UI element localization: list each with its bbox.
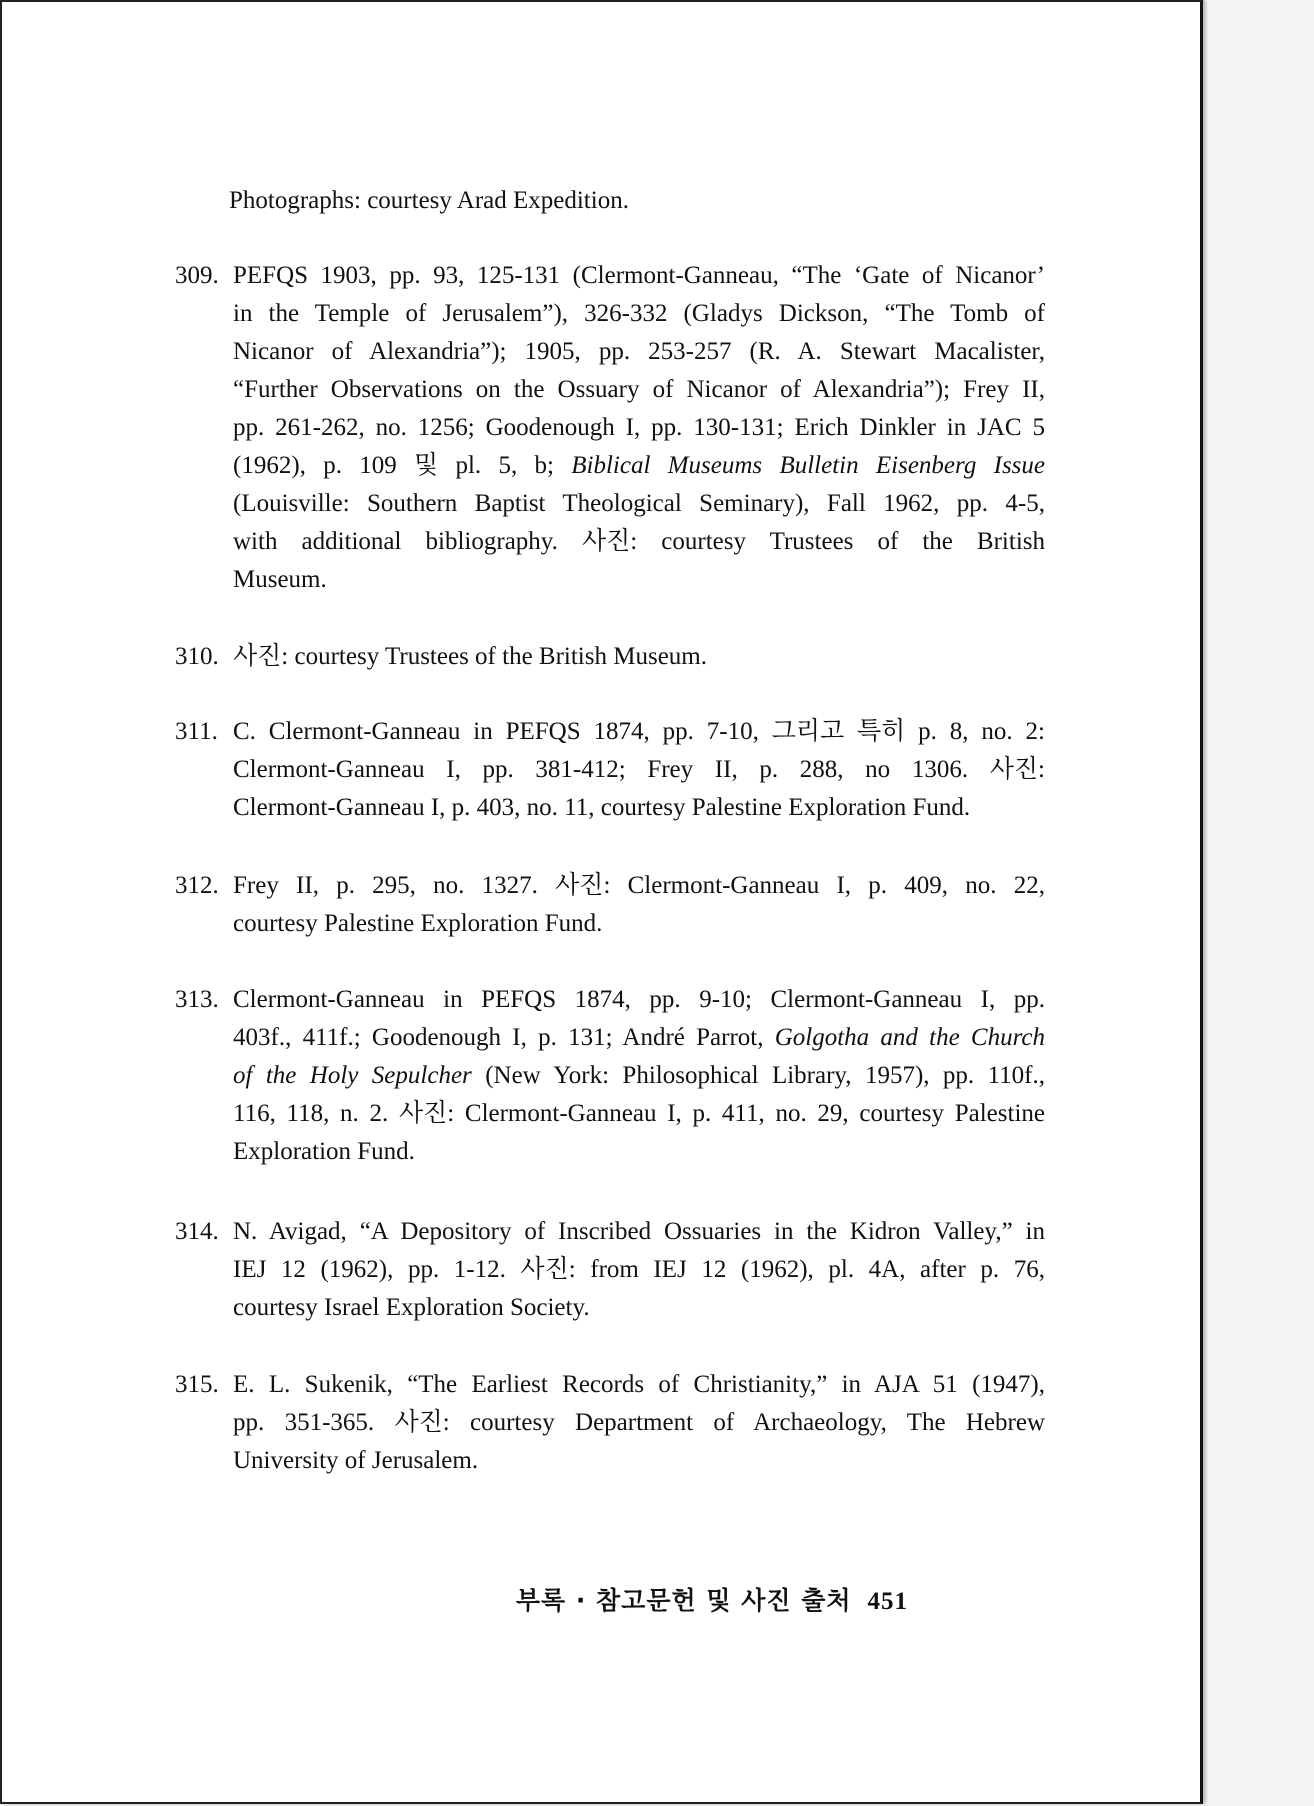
note-line bbox=[233, 751, 1045, 789]
note-text: Frey II, p. 295, no. 1327. 사진: Clermont-Ganneau I, p. 409, no. 22, bbox=[233, 872, 1045, 899]
note-entry bbox=[175, 713, 1045, 827]
note-entry bbox=[175, 1213, 1045, 1327]
note-text: PEFQS 1903, pp. 93, 125-131 (Clermont-Ganneau, “The ‘Gate of Nicanor’ bbox=[233, 262, 1045, 289]
note-text: (New York: Philosophical Library, 1957), pp. 110f., bbox=[471, 1062, 1045, 1089]
note-line bbox=[233, 333, 1045, 371]
note-line bbox=[233, 257, 1045, 295]
note-text: Clermont-Ganneau I, pp. 381-412; Frey II, p. 288, no 1306. 사진: bbox=[233, 756, 1045, 783]
note-body bbox=[233, 1213, 1045, 1327]
note-line bbox=[233, 1366, 1045, 1404]
note-number: 315. bbox=[175, 1371, 219, 1398]
note-line bbox=[233, 523, 1045, 561]
note-line bbox=[233, 1133, 1045, 1171]
page-number: 451 bbox=[867, 1588, 908, 1615]
note-line bbox=[233, 409, 1045, 447]
note-entry bbox=[175, 981, 1045, 1171]
note-text: courtesy Palestine Exploration Fund. bbox=[233, 910, 603, 937]
note-text: in the Temple of Jerusalem”), 326-332 (Gladys Dickson, “The Tomb of bbox=[233, 300, 1045, 327]
note-line bbox=[233, 447, 1045, 485]
note-line bbox=[233, 1213, 1045, 1251]
note-number: 314. bbox=[175, 1218, 219, 1245]
note-text: Clermont-Ganneau I, p. 403, no. 11, courtesy Palestine Exploration Fund. bbox=[233, 794, 971, 821]
note-line bbox=[233, 867, 1045, 905]
note-text: 403f., 411f.; Goodenough I, p. 131; André Parrot, bbox=[233, 1024, 775, 1051]
note-number: 309. bbox=[175, 262, 219, 289]
italic-title: Biblical Museums Bulletin Eisenberg Issue bbox=[571, 452, 1045, 479]
intro-text: Photographs: courtesy Arad Expedition. bbox=[229, 187, 629, 214]
note-line bbox=[233, 485, 1045, 523]
note-text: (Louisville: Southern Baptist Theological Seminary), Fall 1962, pp. 4-5, bbox=[233, 490, 1045, 517]
note-number: 310. bbox=[175, 643, 219, 670]
italic-title: Golgotha and the Church bbox=[774, 1024, 1045, 1051]
intro-note bbox=[175, 182, 1045, 220]
note-line bbox=[233, 1251, 1045, 1289]
note-text: Exploration Fund. bbox=[233, 1138, 415, 1165]
note-body bbox=[233, 981, 1045, 1171]
note-line bbox=[233, 1404, 1045, 1442]
note-line bbox=[233, 905, 1045, 943]
note-body bbox=[233, 713, 1045, 827]
note-line bbox=[233, 789, 1045, 827]
note-body bbox=[233, 257, 1045, 599]
note-text: Nicanor of Alexandria”); 1905, pp. 253-257 (R. A. Stewart Macalister, bbox=[233, 338, 1045, 365]
note-text: Museum. bbox=[233, 566, 327, 593]
note-text: 사진: courtesy Trustees of the British Museum. bbox=[233, 643, 707, 670]
note-line bbox=[233, 1019, 1045, 1057]
note-body bbox=[233, 867, 1045, 943]
note-text: with additional bibliography. 사진: courtesy Trustees of the British bbox=[233, 528, 1045, 555]
italic-title: of the Holy Sepulcher bbox=[233, 1062, 472, 1089]
footer-title: 부록 · 참고문헌 및 사진 출처 bbox=[515, 1586, 852, 1615]
note-entry bbox=[175, 257, 1045, 599]
note-line bbox=[233, 561, 1045, 599]
note-body bbox=[233, 1366, 1045, 1480]
note-number: 313. bbox=[175, 986, 219, 1013]
note-body bbox=[233, 638, 1045, 676]
note-number: 311. bbox=[175, 718, 218, 745]
note-line bbox=[233, 295, 1045, 333]
note-text: E. L. Sukenik, “The Earliest Records of Christianity,” in AJA 51 (1947), bbox=[233, 1371, 1045, 1398]
note-line bbox=[233, 981, 1045, 1019]
note-text: “Further Observations on the Ossuary of Nicanor of Alexandria”); Frey II, bbox=[233, 376, 1045, 403]
note-text: pp. 351-365. 사진: courtesy Department of Archaeology, The Hebrew bbox=[233, 1409, 1045, 1436]
running-footer bbox=[516, 1581, 908, 1617]
note-text: (1962), p. 109 및 pl. 5, b; bbox=[233, 452, 572, 479]
note-line bbox=[233, 1442, 1045, 1480]
note-entry bbox=[175, 638, 1045, 676]
note-text: courtesy Israel Exploration Society. bbox=[233, 1294, 590, 1321]
note-line bbox=[233, 713, 1045, 751]
note-text: N. Avigad, “A Depository of Inscribed Ossuaries in the Kidron Valley,” in bbox=[233, 1218, 1045, 1245]
note-number: 312. bbox=[175, 872, 219, 899]
note-line bbox=[233, 371, 1045, 409]
note-line bbox=[233, 1289, 1045, 1327]
note-text: Clermont-Ganneau in PEFQS 1874, pp. 9-10; Clermont-Ganneau I, pp. bbox=[233, 986, 1045, 1013]
note-entry bbox=[175, 1366, 1045, 1480]
note-text: University of Jerusalem. bbox=[233, 1447, 479, 1474]
note-line bbox=[233, 638, 1045, 676]
note-text: pp. 261-262, no. 1256; Goodenough I, pp. 130-131; Erich Dinkler in JAC 5 bbox=[233, 414, 1045, 441]
note-line bbox=[233, 1095, 1045, 1133]
note-text: IEJ 12 (1962), pp. 1-12. 사진: from IEJ 12 (1962), pl. 4A, after p. 76, bbox=[233, 1256, 1045, 1283]
note-text: 116, 118, n. 2. 사진: Clermont-Ganneau I, p. 411, no. 29, courtesy Palestine bbox=[233, 1100, 1045, 1127]
note-text: C. Clermont-Ganneau in PEFQS 1874, pp. 7-10, 그리고 특히 p. 8, no. 2: bbox=[233, 718, 1045, 745]
note-line bbox=[233, 1057, 1045, 1095]
note-entry bbox=[175, 867, 1045, 943]
